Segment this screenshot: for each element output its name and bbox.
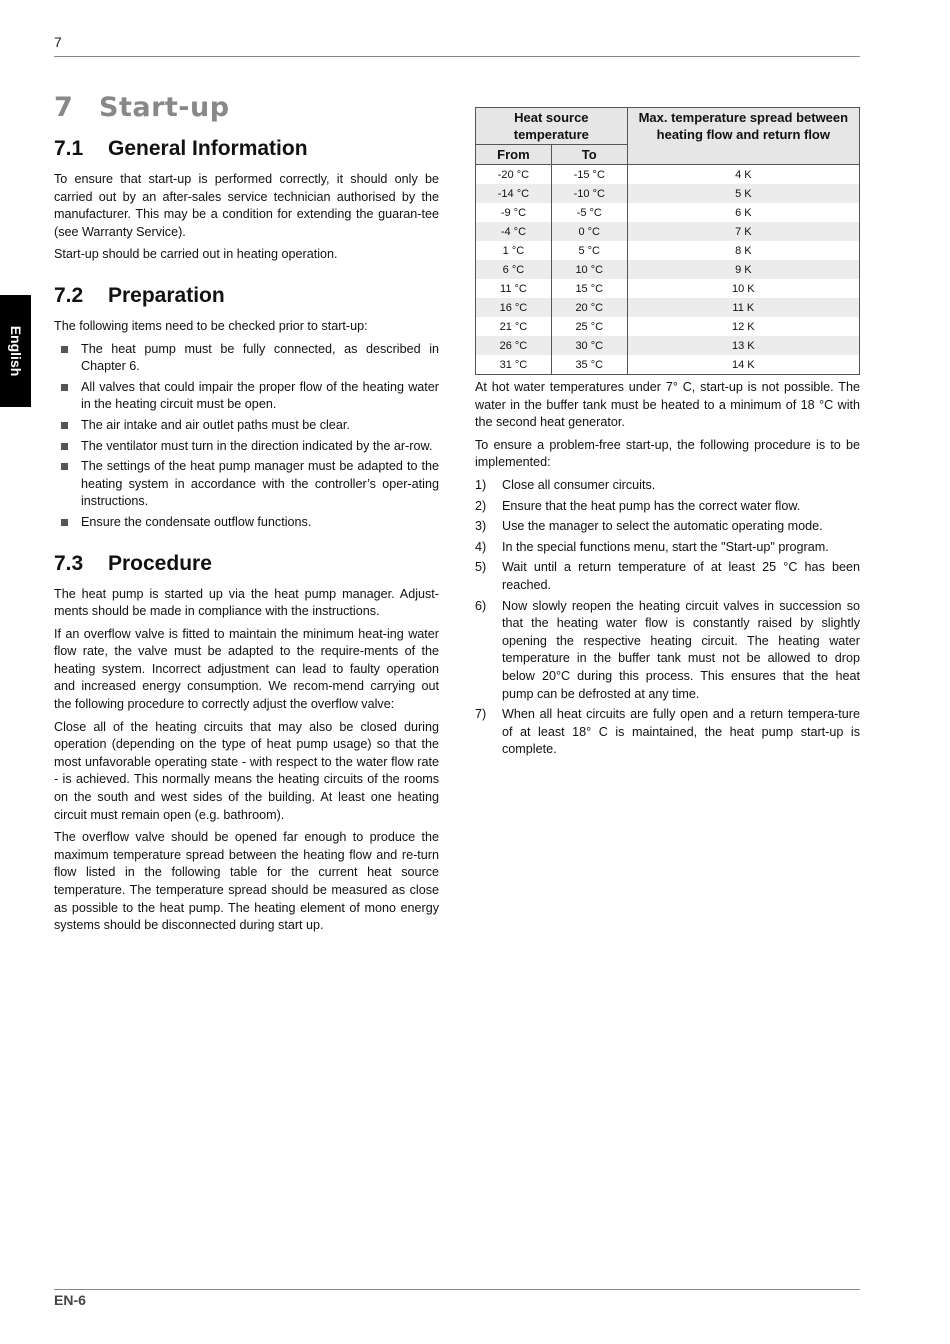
section-heading [54, 137, 439, 161]
step-number: 3) [475, 519, 487, 534]
section-general-information [54, 137, 439, 264]
section-title: General Information [108, 137, 308, 160]
table-row: 21 °C 25 °C 12 K [476, 317, 860, 336]
paragraph: At hot water temperatures under 7° C, start-up is not possible. The water in the buffer tank must be heated to a minimum of 18 °C with the second heat generator. [475, 380, 860, 430]
list-item: 2) Ensure that the heat pump has the correct water flow. [475, 498, 860, 516]
paragraph: If an overflow valve is fitted to maintain the minimum heat-ing water flow rate, the valve must be adapted to the require-ments of the heating system. Incorrect adjustment can lead to faulty operation and increased energy consumption. We recom-mend carrying out the following procedure to correctly adjust the overflow valve: [54, 626, 439, 712]
square-bullet-icon [61, 463, 68, 470]
section-preparation [54, 284, 439, 532]
table-row: 26 °C 30 °C 13 K [476, 336, 860, 355]
checklist [54, 341, 439, 532]
paragraph: The overflow valve should be opened far enough to produce the maximum temperature spread between the heating flow and re-turn flow listed in the following table for the current heat source temperature. The temperature spread should be measured as close as possible to the heat pump. The heating element of mono energy systems should be disconnected during start up. [54, 830, 439, 933]
list-item: The ventilator must turn in the direction indicated by the ar-row. [54, 438, 439, 456]
list-item: 5) Wait until a return temperature of at least 25 °C has been reached. [475, 560, 860, 592]
step-number: 5) [475, 560, 487, 575]
header-max-spread: Max. temperature spread between heating flow and return flow [627, 108, 859, 165]
table-row: -9 °C -5 °C 6 K [476, 203, 860, 222]
section-title: Preparation [108, 283, 225, 307]
left-column [54, 92, 439, 940]
section-title: Procedure [108, 551, 212, 575]
list-item: 3) Use the manager to select the automatic operating mode. [475, 518, 860, 536]
step-number: 1) [475, 477, 487, 492]
footer-rule [54, 1289, 860, 1290]
table-row: -4 °C 0 °C 7 K [476, 222, 860, 241]
section-number: 7.1 [54, 137, 84, 160]
chapter-title-text: Start-up [99, 92, 230, 123]
language-tab-label: English [7, 325, 24, 377]
list-item: All valves that could impair the proper flow of the heating water in the heating circuit must be open. [54, 379, 439, 414]
list-item: 6) Now slowly reopen the heating circuit valves in succession so that the heating water flow is constantly raised by slightly opening the respective heating circuit. The heating water temperature in the buffer tank must not be allowed to drop below 20°C during this process. This ensures that the heat pump can be defrosted at any time. [475, 598, 860, 701]
right-column [475, 107, 860, 762]
section-procedure [54, 552, 439, 935]
paragraph: To ensure a problem-free start-up, the following procedure is to be implemented: [475, 437, 860, 470]
paragraph: Close all of the heating circuits that may also be closed during operation (depending on the type of heat pump usage) so that the most unfavorable operating state - with respect to the water flow rate - is achieved. This normally means the heating circuits of the rooms on the south and west sides of the building. At least one heating circuit must remain open (e.g. bathroom). [54, 719, 439, 822]
table-row: 16 °C 20 °C 11 K [476, 298, 860, 317]
table-row: 11 °C 15 °C 10 K [476, 279, 860, 298]
list-item: 7) When all heat circuits are fully open and a return tempera-ture of at least 18° C is maintained, the heat pump start-up is complete. [475, 707, 860, 757]
step-number: 6) [475, 598, 487, 613]
paragraph: Start-up should be carried out in heating operation. [54, 247, 338, 262]
chapter-number: 7 [54, 92, 74, 123]
page-number: EN-6 [54, 1292, 86, 1308]
list-item: Ensure the condensate outflow functions. [54, 514, 439, 532]
header-heat-source: Heat source temperature [476, 108, 628, 145]
step-number: 2) [475, 498, 487, 513]
list-item: 4) In the special functions menu, start the "Start-up" program. [475, 539, 860, 557]
step-number: 4) [475, 539, 487, 554]
square-bullet-icon [61, 519, 68, 526]
header-to: To [551, 145, 627, 165]
square-bullet-icon [61, 422, 68, 429]
paragraph: To ensure that start-up is performed correctly, it should only be carried out by an after-sales service technician authorised by the manufacturer. This may be a condition for extending the guaran-tee (see Warranty Service). [54, 172, 439, 239]
section-heading [54, 284, 439, 308]
header-rule [54, 56, 860, 57]
table-row: -20 °C -15 °C 4 K [476, 165, 860, 185]
list-item: The air intake and air outlet paths must be clear. [54, 417, 439, 435]
list-item: The settings of the heat pump manager must be adapted to the heating system in accordance with the controller’s oper-ating instructions. [54, 458, 439, 511]
temperature-spread-table [475, 107, 860, 375]
chapter-title [54, 92, 439, 123]
table-row: -14 °C -10 °C 5 K [476, 184, 860, 203]
table-row: 31 °C 35 °C 14 K [476, 355, 860, 375]
table-row: 1 °C 5 °C 8 K [476, 241, 860, 260]
square-bullet-icon [61, 443, 68, 450]
paragraph: The following items need to be checked prior to start-up: [54, 318, 368, 333]
square-bullet-icon [61, 346, 68, 353]
header-chapter-number: 7 [54, 34, 62, 50]
section-number: 7.2 [54, 283, 84, 307]
list-item: 1) Close all consumer circuits. [475, 477, 860, 495]
section-heading [54, 552, 439, 576]
procedure-steps [475, 477, 860, 759]
paragraph: The heat pump is started up via the heat pump manager. Adjust-ments should be made in compliance with the instructions. [54, 586, 439, 619]
language-tab [0, 295, 31, 407]
list-item: The heat pump must be fully connected, as described in Chapter 6. [54, 341, 439, 376]
section-number: 7.3 [54, 551, 84, 575]
square-bullet-icon [61, 384, 68, 391]
table-row: 6 °C 10 °C 9 K [476, 260, 860, 279]
header-from: From [476, 145, 552, 165]
step-number: 7) [475, 707, 487, 722]
